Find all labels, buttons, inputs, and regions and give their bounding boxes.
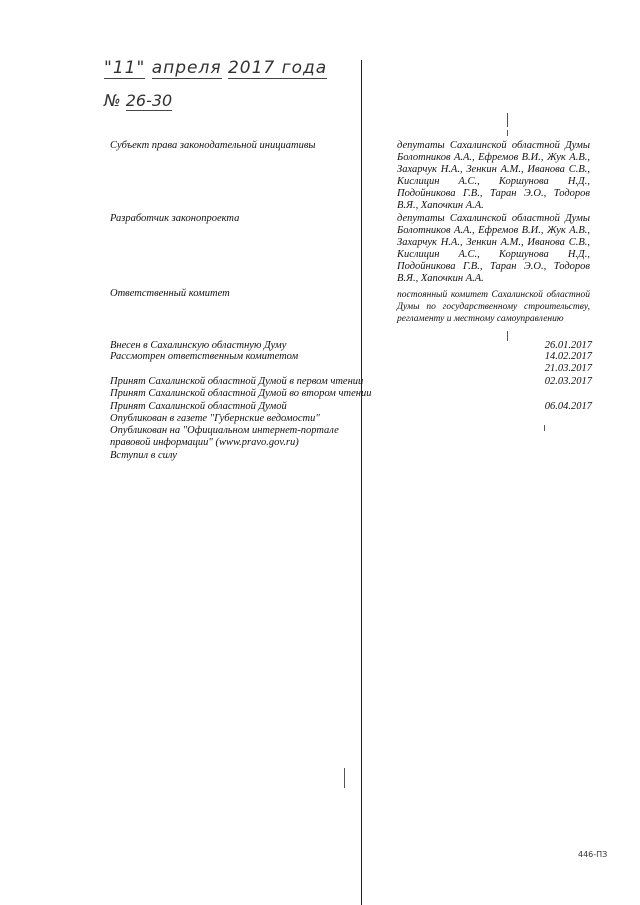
committee-label: Ответственный комитет [110, 288, 230, 299]
event-label: Принят Сахалинской областной Думой [110, 401, 287, 412]
developer-label: Разработчик законопроекта [110, 213, 240, 224]
number-value: 26-30 [125, 91, 173, 110]
handwritten-date [104, 58, 327, 78]
subject-label: Субъект права законодательной инициативы [110, 140, 316, 151]
event-label: Опубликован на "Официальном интернет-портале правовой информации" (www.pravo.gov.ru) [110, 425, 339, 448]
date-year: 2017 года [227, 58, 328, 78]
event-date: 14.02.2017 [544, 351, 592, 362]
event-label: Принят Сахалинской областной Думой во втором чтении [110, 388, 372, 399]
event-date: 06.04.2017 [544, 401, 592, 412]
number-prefix: № [104, 91, 121, 110]
event-label: Вступил в силу [110, 450, 177, 461]
date-day: "11" [104, 58, 146, 78]
event-date: 26.01.2017 [544, 340, 592, 351]
committee-value: постоянный комитет Сахалинской областной Думы по государственному строительству, регламенту и местному самоуправлению [397, 290, 590, 324]
developer-value: депутаты Сахалинской областной Думы Болотников А.А., Ефремов В.И., Жук А.В., Захарчук Н.А., Зенкин А.М., Иванова С.В., Кислицин А.С., Коршунова Н.Д., Подойникова Г.В., Таран Э.О., Тодоров В.Я., Хапочкин А.А. [397, 213, 590, 284]
event-label: Внесен в Сахалинскую областную Думу [110, 340, 287, 351]
subject-value: депутаты Сахалинской областной Думы Болотников А.А., Ефремов В.И., Жук А.В., Захарчук Н.А., Зенкин А.М., Иванова С.В., Кислицин А.С., Коршунова Н.Д., Подойникова Г.В., Таран Э.О., Тодоров В.Я., Хапочкин А.А. [397, 140, 590, 211]
document-code: 446-ПЗ [578, 850, 608, 859]
event-label: Опубликован в газете "Губернские ведомости" [110, 413, 320, 424]
scan-mark [507, 331, 508, 341]
column-separator-line [361, 60, 362, 905]
event-date: 21.03.2017 [544, 363, 592, 374]
scan-mark [344, 768, 345, 788]
event-date: 02.03.2017 [544, 376, 592, 387]
event-label: Принят Сахалинской областной Думой в первом чтении [110, 376, 364, 387]
handwritten-number [104, 91, 172, 110]
scan-mark [507, 130, 508, 136]
scan-mark [507, 113, 508, 127]
event-label: Рассмотрен ответственным комитетом [110, 351, 299, 362]
date-month: апреля [151, 58, 222, 78]
scan-mark [544, 425, 545, 431]
